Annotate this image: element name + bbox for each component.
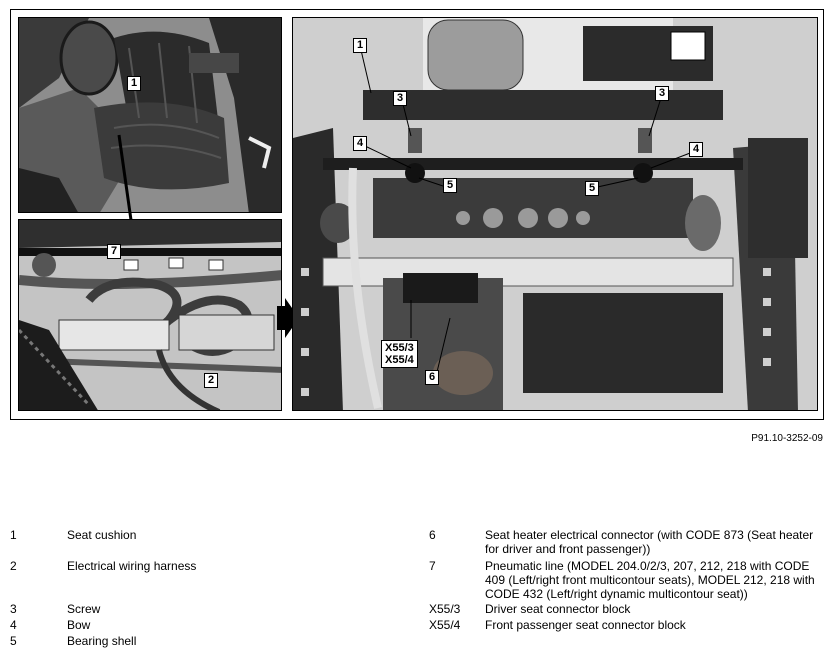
callout-3-screw-left: 3 bbox=[393, 91, 407, 106]
legend-right bbox=[429, 528, 829, 638]
legend-text: Seat heater electrical connector (with CODE 873 (Seat heater for driver and front passenger)) bbox=[485, 528, 814, 556]
legend-text: Driver seat connector block bbox=[485, 602, 631, 616]
seat-underside-photo bbox=[292, 17, 818, 411]
callout-1-cushion: 1 bbox=[353, 38, 367, 53]
legend-left bbox=[10, 528, 410, 653]
callout-7-pneumatic-line: 7 bbox=[107, 244, 121, 259]
legend-key: 5 bbox=[10, 634, 17, 648]
legend-text: Bearing shell bbox=[67, 634, 137, 648]
legend-text: Seat cushion bbox=[67, 528, 137, 542]
wiring-detail-photo bbox=[18, 219, 282, 411]
legend-key: 2 bbox=[10, 559, 17, 573]
callout-x55-connectors bbox=[381, 340, 418, 368]
legend-text: Bow bbox=[67, 618, 91, 632]
callout-5-bearing-shell-right: 5 bbox=[585, 181, 599, 196]
callout-4-bow-left: 4 bbox=[353, 136, 367, 151]
callout-6-heater-connector: 6 bbox=[425, 370, 439, 385]
legend-key: X55/3 bbox=[429, 602, 461, 616]
callout-x553: X55/3 bbox=[385, 342, 414, 354]
legend-key: 1 bbox=[10, 528, 17, 542]
callout-x554: X55/4 bbox=[385, 354, 414, 366]
legend-key: 3 bbox=[10, 602, 17, 616]
seat-underside-illustration bbox=[293, 18, 818, 411]
callout-4-bow-right: 4 bbox=[689, 142, 703, 157]
legend-text: Front passenger seat connector block bbox=[485, 618, 686, 632]
legend-text: Screw bbox=[67, 602, 101, 616]
callout-3-screw-right: 3 bbox=[655, 86, 669, 101]
callout-2-wiring-harness: 2 bbox=[204, 373, 218, 388]
wiring-detail-illustration bbox=[19, 220, 282, 411]
callout-1-seat: 1 bbox=[127, 76, 141, 91]
legend-key: 6 bbox=[429, 528, 436, 542]
legend-text: Electrical wiring harness bbox=[67, 559, 197, 573]
legend-text: Pneumatic line (MODEL 204.0/2/3, 207, 212, 218 with CODE 409 (Left/right front multicontour seats), MODEL 212, 218 with CODE 432 (Left/right dynamic multicontour seat)) bbox=[485, 559, 815, 601]
callout-5-bearing-shell-left: 5 bbox=[443, 178, 457, 193]
figure-frame bbox=[10, 9, 824, 420]
legend-key: 7 bbox=[429, 559, 436, 573]
legend-key: 4 bbox=[10, 618, 17, 632]
legend-key: X55/4 bbox=[429, 618, 461, 632]
figure-reference-code: P91.10-3252-09 bbox=[751, 433, 823, 444]
